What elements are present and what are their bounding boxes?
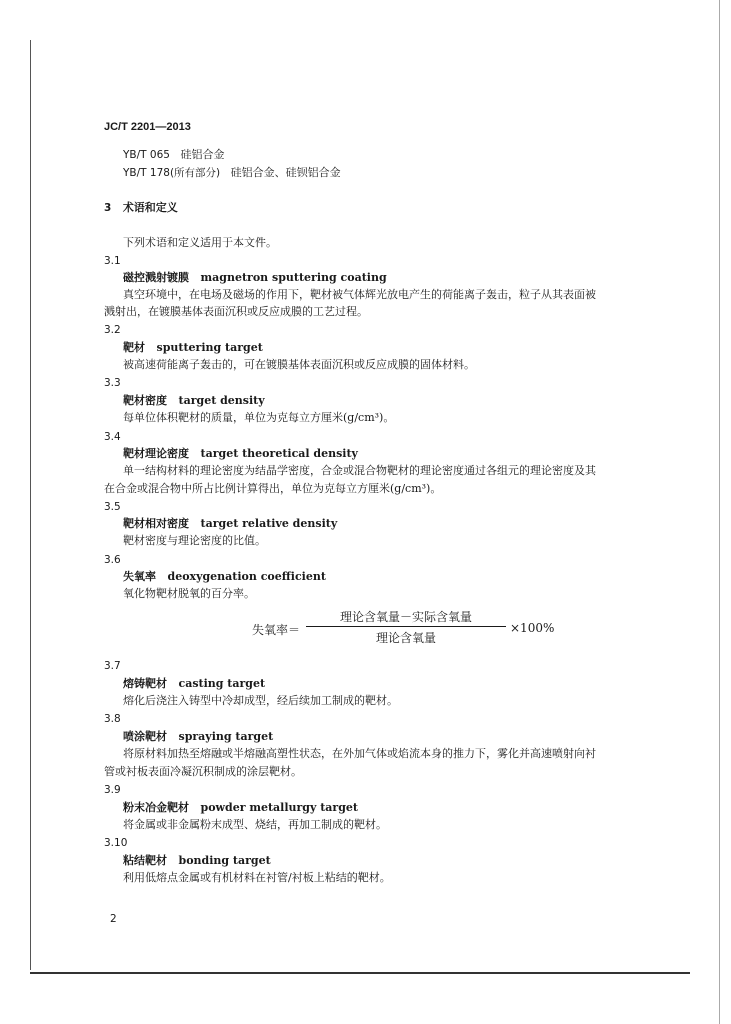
reference-title: 硅铝合金 — [180, 148, 225, 161]
term-number: 3.9 — [104, 784, 121, 796]
term-definition-line: 利用低熔点金属或有机材料在衬管/衬板上粘结的靶材。 — [123, 871, 391, 884]
term-heading — [123, 517, 337, 531]
term-definition-line: 溅射出，在镀膜基体表面沉积或反应成膜的工艺过程。 — [104, 305, 368, 318]
term-zh: 靶材相对密度 — [123, 517, 189, 530]
term-definition-line: 单一结构材料的理论密度为结晶学密度，合金或混合物靶材的理论密度通过各组元的理论密度及其 — [123, 464, 596, 477]
term-definition-line: 氧化物靶材脱氧的百分率。 — [123, 587, 255, 600]
term-en: spraying target — [178, 730, 274, 743]
page-number: 2 — [110, 913, 117, 925]
term-en: powder metallurgy target — [200, 801, 358, 814]
page-left-edge — [30, 40, 31, 970]
term-number: 3.4 — [104, 431, 121, 443]
fraction-bar — [306, 626, 506, 627]
term-heading — [123, 570, 326, 584]
term-en: magnetron sputtering coating — [200, 271, 387, 284]
reference-code: YB/T 178(所有部分) — [123, 167, 221, 179]
term-definition-line: 在合金或混合物中所占比例计算得出，单位为克每立方厘米(g/cm³)。 — [104, 482, 442, 495]
formula-numerator: 理论含氧量－实际含氧量 — [339, 610, 472, 624]
term-definition-line: 将金属或非金属粉末成型、烧结，再加工制成的靶材。 — [123, 818, 387, 831]
scan-right-edge — [719, 0, 720, 1024]
term-zh: 靶材 — [123, 341, 145, 354]
term-zh: 粘结靶材 — [123, 854, 167, 867]
term-zh: 磁控溅射镀膜 — [123, 271, 189, 284]
term-zh: 靶材密度 — [123, 394, 167, 407]
term-definition-line: 管或衬板表面冷凝沉积制成的涂层靶材。 — [104, 765, 302, 778]
term-zh: 熔铸靶材 — [123, 677, 167, 690]
section-number: 3 — [104, 202, 112, 214]
formula-lhs: 失氧率＝ — [252, 623, 301, 637]
term-definition-line: 靶材密度与理论密度的比值。 — [123, 534, 266, 547]
term-number: 3.7 — [104, 660, 121, 672]
term-definition-line: 每单位体积靶材的质量，单位为克每立方厘米(g/cm³)。 — [123, 411, 395, 424]
term-heading — [123, 801, 358, 815]
reference-item — [123, 148, 224, 162]
term-en: casting target — [178, 677, 266, 690]
term-heading — [123, 854, 271, 868]
term-en: deoxygenation coefficient — [167, 570, 326, 583]
term-number: 3.5 — [104, 501, 121, 513]
reference-code: YB/T 065 — [123, 149, 170, 161]
section-intro: 下列术语和定义适用于本文件。 — [123, 236, 277, 249]
page-bottom-edge — [30, 972, 690, 974]
reference-item — [123, 166, 341, 180]
term-definition-line: 被高速荷能离子轰击的，可在镀膜基体表面沉积或反应成膜的固体材料。 — [123, 358, 475, 371]
term-heading — [123, 730, 273, 744]
term-heading — [123, 341, 263, 355]
term-heading — [123, 394, 265, 408]
term-heading — [123, 677, 265, 691]
term-heading — [123, 271, 387, 285]
term-number: 3.1 — [104, 255, 121, 267]
term-en: target theoretical density — [200, 447, 358, 460]
doc-code-header: JC/T 2201—2013 — [104, 121, 191, 133]
section-heading — [104, 201, 178, 215]
term-definition-line: 将原材料加热至熔融或半熔融高塑性状态，在外加气体或焰流本身的推力下，雾化并高速喷射向衬 — [123, 747, 596, 760]
term-definition-line: 真空环境中，在电场及磁场的作用下，靶材被气体辉光放电产生的荷能离子轰击，粒子从其表面被 — [123, 288, 596, 301]
term-zh: 粉末冶金靶材 — [123, 801, 189, 814]
term-zh: 靶材理论密度 — [123, 447, 189, 460]
term-heading — [123, 447, 358, 461]
section-title: 术语和定义 — [122, 201, 178, 214]
term-en: target relative density — [200, 517, 338, 530]
term-en: target density — [178, 394, 265, 407]
term-number: 3.2 — [104, 324, 121, 336]
term-number: 3.3 — [104, 377, 121, 389]
term-number: 3.8 — [104, 713, 121, 725]
reference-title: 硅铝合金、硅钡铝合金 — [230, 166, 341, 179]
term-en: sputtering target — [156, 341, 263, 354]
term-en: bonding target — [178, 854, 271, 867]
term-zh: 喷涂靶材 — [123, 730, 167, 743]
term-definition-line: 熔化后浇注入铸型中冷却成型，经后续加工制成的靶材。 — [123, 694, 398, 707]
term-number: 3.6 — [104, 554, 121, 566]
term-number: 3.10 — [104, 837, 128, 849]
term-zh: 失氧率 — [123, 570, 156, 583]
formula-multiplier: ×100% — [510, 621, 555, 635]
formula-denominator: 理论含氧量 — [375, 631, 436, 645]
